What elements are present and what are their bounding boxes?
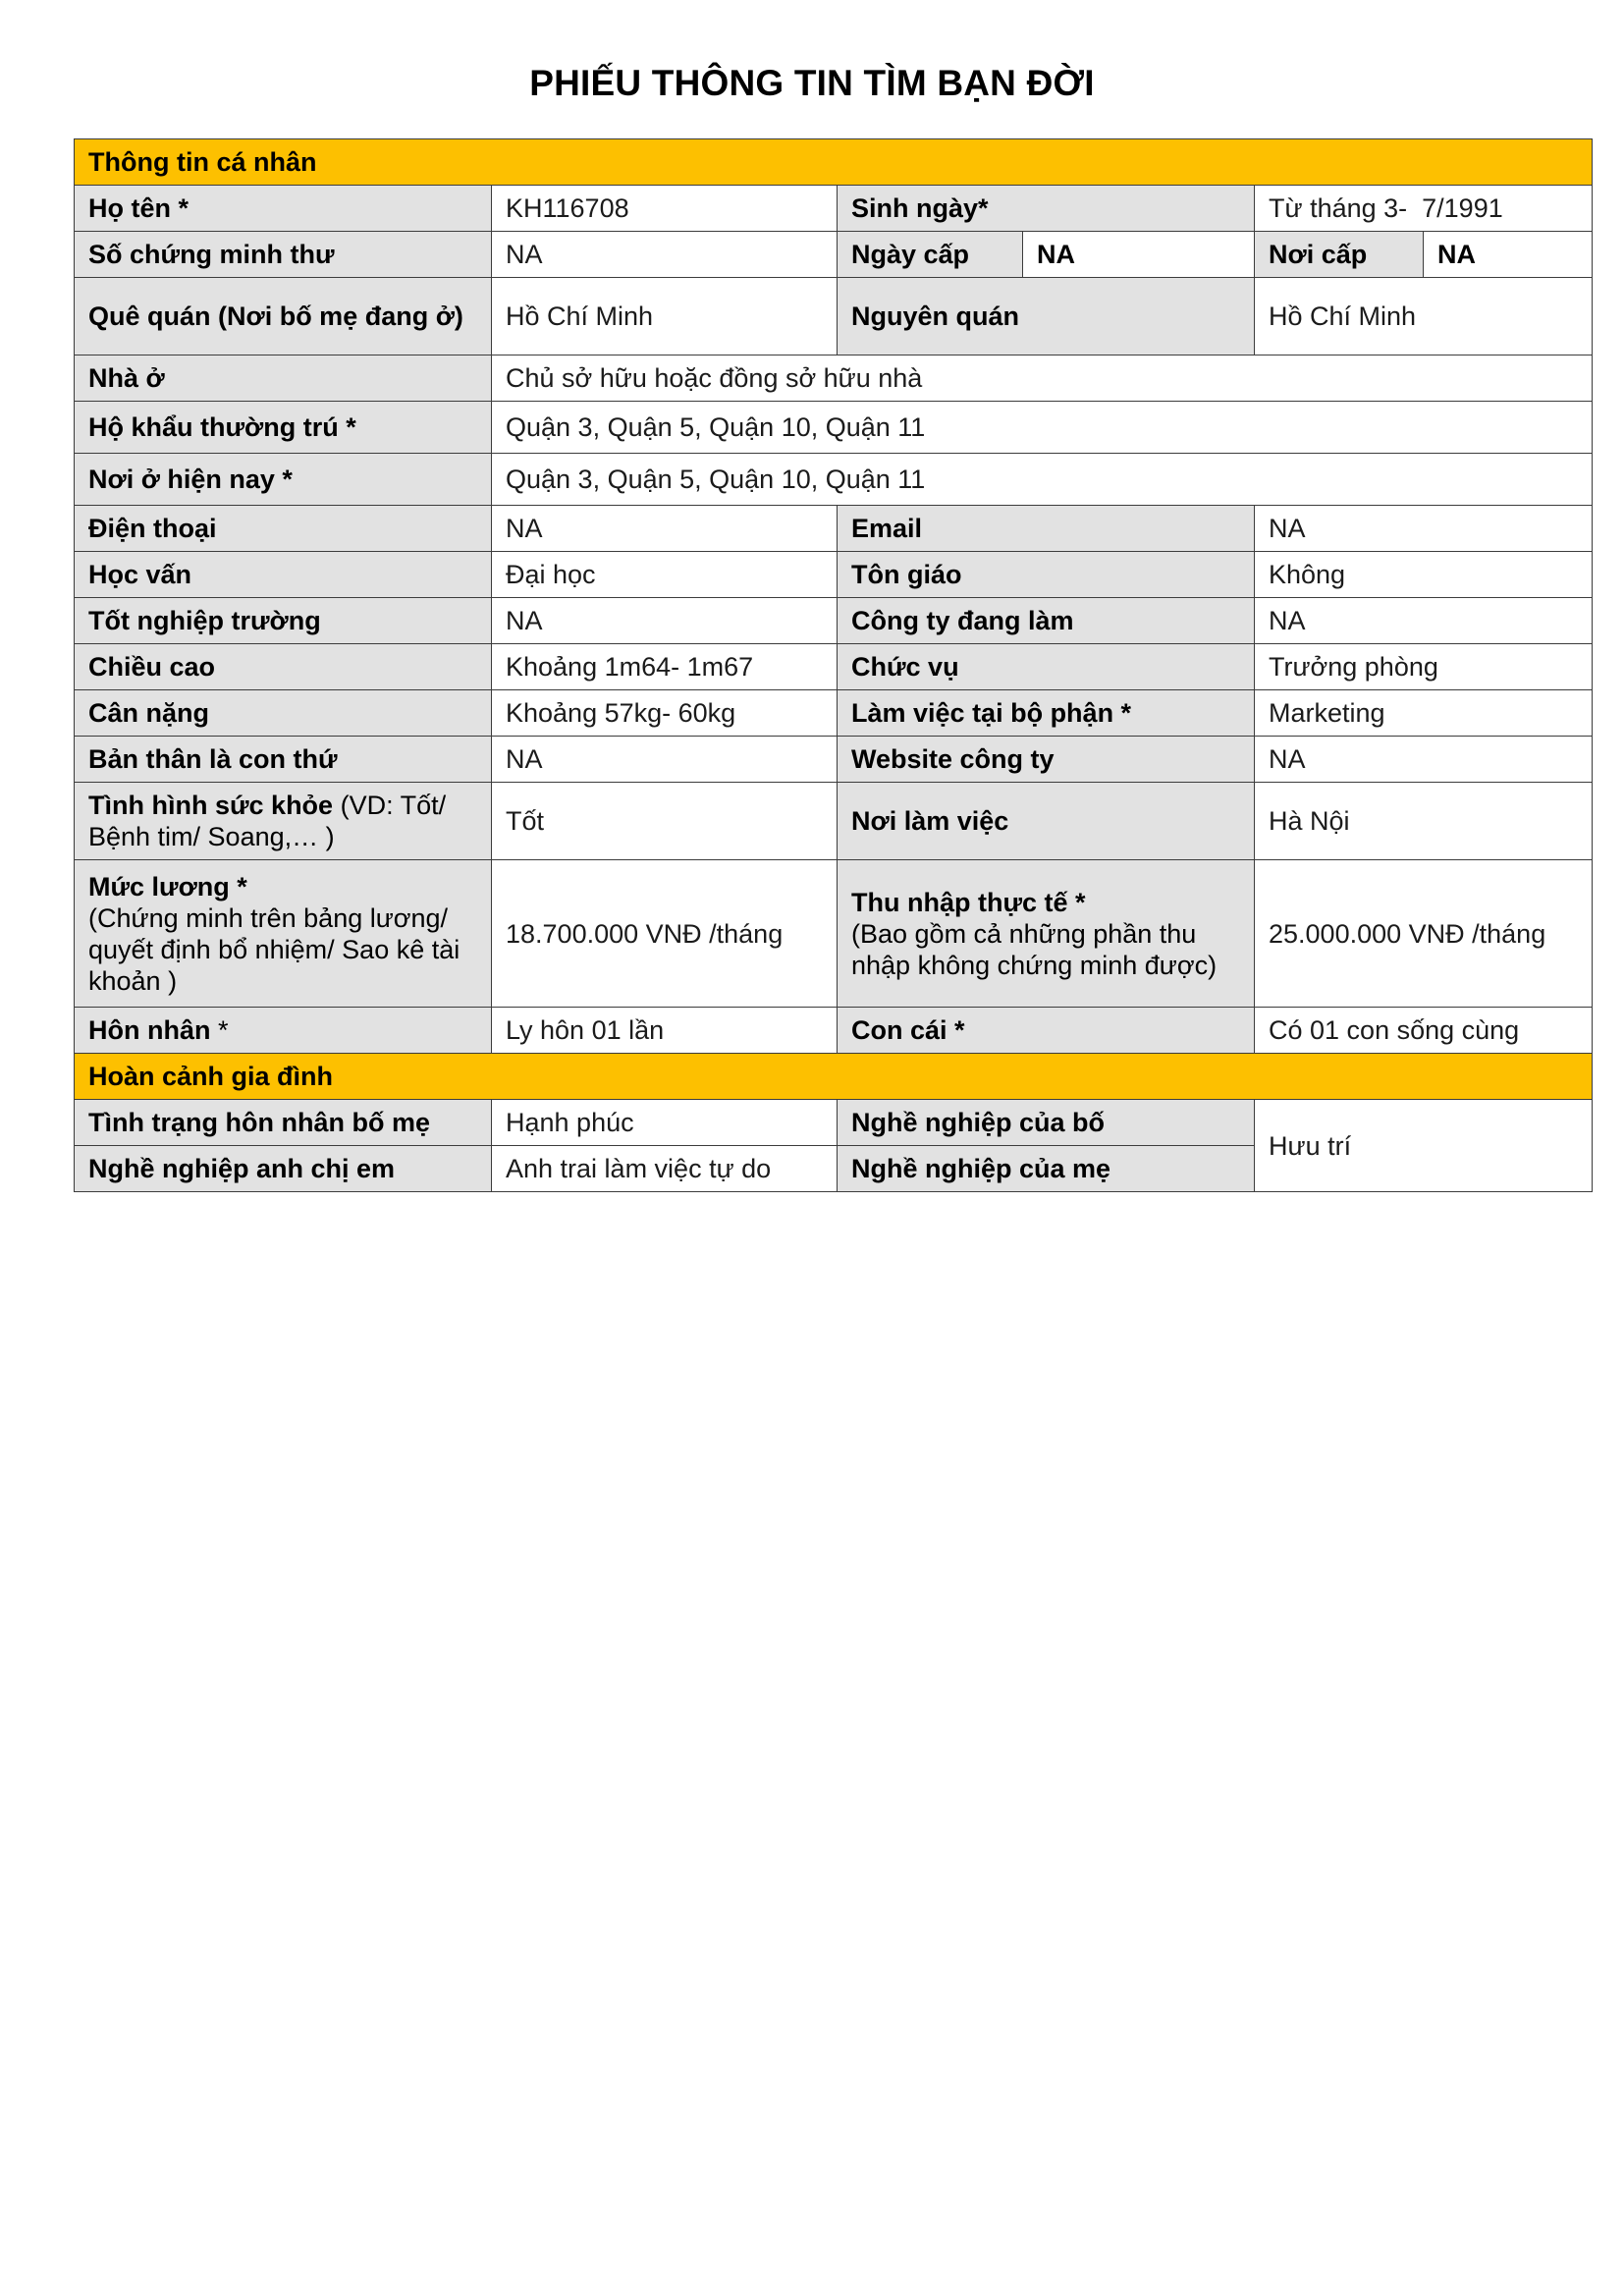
section-header-personal [75,139,1593,186]
label-noi-o: Nơi ở hiện nay * [75,454,492,506]
label-nghe-bo: Nghề nghiệp của bố [838,1100,1255,1146]
label-nghe-me: Nghề nghiệp của mẹ [838,1146,1255,1192]
label-sinh-ngay: Sinh ngày* [838,186,1255,232]
value-sinh-ngay: Từ tháng 3- 7/1991 [1255,186,1593,232]
row-cmt [75,232,1593,278]
value-ton-giao: Không [1255,552,1593,598]
value-noi-cap: NA [1424,232,1593,278]
label-que-quan: Quê quán (Nơi bố mẹ đang ở) [75,278,492,355]
label-chieu-cao: Chiều cao [75,644,492,690]
row-que-quan [75,278,1593,355]
hon-nhan-required-mark: * [210,1015,229,1045]
value-ho-khau: Quận 3, Quận 5, Quận 10, Quận 11 [492,402,1593,454]
row-hon-nhan-bo-me [75,1100,1593,1146]
label-hon-nhan-bo-me: Tình trạng hôn nhân bố mẹ [75,1100,492,1146]
label-thu-nhap-cell [838,860,1255,1008]
value-hon-nhan-bo-me: Hạnh phúc [492,1100,838,1146]
value-con-cai: Có 01 con sống cùng [1255,1008,1593,1054]
label-website: Website công ty [838,737,1255,783]
label-cong-ty: Công ty đang làm [838,598,1255,644]
label-bo-phan: Làm việc tại bộ phận * [838,690,1255,737]
value-muc-luong: 18.700.000 VNĐ /tháng [492,860,838,1008]
value-cmt: NA [492,232,838,278]
page-title: PHIẾU THÔNG TIN TÌM BẠN ĐỜI [529,63,1095,103]
label-anh-chi-em: Nghề nghiệp anh chị em [75,1146,492,1192]
row-noi-o [75,454,1593,506]
row-tot-nghiep [75,598,1593,644]
row-can-nang [75,690,1593,737]
section-title: Thông tin cá nhân [75,139,1593,186]
value-email: NA [1255,506,1593,552]
row-ho-khau [75,402,1593,454]
row-dien-thoai [75,506,1593,552]
value-cong-ty: NA [1255,598,1593,644]
label-cmt: Số chứng minh thư [75,232,492,278]
label-email: Email [838,506,1255,552]
section-header-family [75,1054,1593,1100]
value-chuc-vu: Trưởng phòng [1255,644,1593,690]
label-hon-nhan-cell [75,1008,492,1054]
value-que-quan: Hồ Chí Minh [492,278,838,355]
label-ton-giao: Tôn giáo [838,552,1255,598]
label-muc-luong-cell [75,860,492,1008]
label-con-cai: Con cái * [838,1008,1255,1054]
value-ngay-cap: NA [1023,232,1255,278]
value-website: NA [1255,737,1593,783]
value-nghe-bo-me: Hưu trí [1255,1100,1593,1192]
row-hoc-van [75,552,1593,598]
label-suc-khoe: Tình hình sức khỏe [88,791,334,820]
value-ho-ten: KH116708 [492,186,838,232]
row-suc-khoe [75,783,1593,860]
value-thu-nhap: 25.000.000 VNĐ /tháng [1255,860,1593,1008]
row-chieu-cao [75,644,1593,690]
row-nha-o [75,355,1593,402]
value-nha-o: Chủ sở hữu hoặc đồng sở hữu nhà [492,355,1593,402]
label-noi-cap: Nơi cấp [1255,232,1424,278]
label-hoc-van: Học vấn [75,552,492,598]
value-suc-khoe: Tốt [492,783,838,860]
hint-suc-khoe: (VD: Tốt/ Bệnh tim/ Soang,… ) [88,791,447,851]
row-muc-luong [75,860,1593,1008]
value-dien-thoai: NA [492,506,838,552]
value-bo-phan: Marketing [1255,690,1593,737]
row-ho-ten [75,186,1593,232]
profile-form-table [74,138,1593,1192]
value-anh-chi-em: Anh trai làm việc tự do [492,1146,838,1192]
value-chieu-cao: Khoảng 1m64- 1m67 [492,644,838,690]
value-con-thu: NA [492,737,838,783]
label-can-nang: Cân nặng [75,690,492,737]
label-muc-luong: Mức lương * [88,871,247,902]
label-chuc-vu: Chức vụ [838,644,1255,690]
value-nguyen-quan: Hồ Chí Minh [1255,278,1593,355]
row-hon-nhan [75,1008,1593,1054]
label-nha-o: Nhà ở [75,355,492,402]
value-noi-o: Quận 3, Quận 5, Quận 10, Quận 11 [492,454,1593,506]
label-dien-thoai: Điện thoại [75,506,492,552]
label-noi-lam-viec: Nơi làm việc [838,783,1255,860]
label-hon-nhan: Hôn nhân [88,1015,211,1045]
label-ngay-cap: Ngày cấp [838,232,1023,278]
label-suc-khoe-cell [75,783,492,860]
label-thu-nhap: Thu nhập thực tế * [851,887,1086,917]
value-hon-nhan: Ly hôn 01 lần [492,1008,838,1054]
section-title: Hoàn cảnh gia đình [75,1054,1593,1100]
label-tot-nghiep: Tốt nghiệp trường [75,598,492,644]
value-can-nang: Khoảng 57kg- 60kg [492,690,838,737]
row-con-thu [75,737,1593,783]
value-noi-lam-viec: Hà Nội [1255,783,1593,860]
hint-muc-luong: (Chứng minh trên bảng lương/ quyết định bổ nhiệm/ Sao kê tài khoản ) [88,902,460,996]
label-ho-khau: Hộ khẩu thường trú * [75,402,492,454]
value-tot-nghiep: NA [492,598,838,644]
label-ho-ten: Họ tên * [75,186,492,232]
hint-thu-nhap: (Bao gồm cả những phần thu nhập không chứng minh được) [851,918,1218,980]
label-nguyen-quan: Nguyên quán [838,278,1255,355]
label-con-thu: Bản thân là con thứ [75,737,492,783]
value-hoc-van: Đại học [492,552,838,598]
